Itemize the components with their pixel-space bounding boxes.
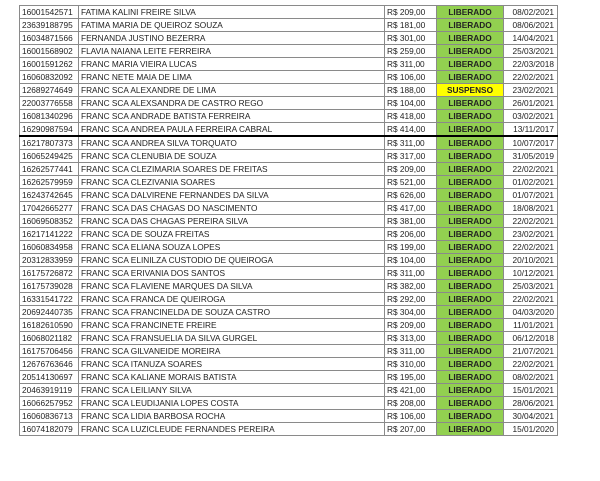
status-cell: LIBERADO xyxy=(437,371,504,384)
date-cell: 01/07/2021 xyxy=(504,189,558,202)
status-cell: LIBERADO xyxy=(437,280,504,293)
table-row xyxy=(20,71,558,84)
table-row xyxy=(20,319,558,332)
value-cell: R$ 106,00 xyxy=(385,410,437,423)
id-cell: 16068021182 xyxy=(20,332,79,345)
name-cell: FRANC SCA ELIANA SOUZA LOPES xyxy=(79,241,385,254)
value-cell: R$ 626,00 xyxy=(385,189,437,202)
value-cell: R$ 206,00 xyxy=(385,228,437,241)
table-row xyxy=(20,293,558,306)
table-row xyxy=(20,267,558,280)
table-row xyxy=(20,371,558,384)
id-cell: 16001591262 xyxy=(20,58,79,71)
table-row xyxy=(20,423,558,436)
table-row xyxy=(20,58,558,71)
value-cell: R$ 313,00 xyxy=(385,332,437,345)
id-cell: 16034871566 xyxy=(20,32,79,45)
table-row xyxy=(20,123,558,137)
value-cell: R$ 106,00 xyxy=(385,71,437,84)
date-cell: 31/05/2019 xyxy=(504,150,558,163)
id-cell: 16074182079 xyxy=(20,423,79,436)
name-cell: FRANC SCA LIDIA BARBOSA ROCHA xyxy=(79,410,385,423)
status-cell: LIBERADO xyxy=(437,319,504,332)
value-cell: R$ 311,00 xyxy=(385,267,437,280)
status-cell: LIBERADO xyxy=(437,254,504,267)
date-cell: 10/12/2021 xyxy=(504,267,558,280)
value-cell: R$ 188,00 xyxy=(385,84,437,97)
name-cell: FRANC SCA LUZICLEUDE FERNANDES PEREIRA xyxy=(79,423,385,436)
status-cell: LIBERADO xyxy=(437,97,504,110)
value-cell: R$ 418,00 xyxy=(385,110,437,123)
table-row xyxy=(20,32,558,45)
name-cell: FRANC SCA FRANCINELDA DE SOUZA CASTRO xyxy=(79,306,385,319)
table-row xyxy=(20,6,558,19)
status-cell: LIBERADO xyxy=(437,45,504,58)
name-cell: FERNANDA JUSTINO BEZERRA xyxy=(79,32,385,45)
value-cell: R$ 417,00 xyxy=(385,202,437,215)
id-cell: 16065249425 xyxy=(20,150,79,163)
id-cell: 16331541722 xyxy=(20,293,79,306)
status-cell: LIBERADO xyxy=(437,58,504,71)
date-cell: 22/02/2021 xyxy=(504,358,558,371)
value-cell: R$ 414,00 xyxy=(385,123,437,137)
name-cell: FRANC SCA DAS CHAGAS DO NASCIMENTO xyxy=(79,202,385,215)
name-cell: FRANC SCA CLENUBIA DE SOUZA xyxy=(79,150,385,163)
date-cell: 25/03/2021 xyxy=(504,45,558,58)
date-cell: 23/02/2021 xyxy=(504,84,558,97)
date-cell: 08/06/2021 xyxy=(504,19,558,32)
date-cell: 14/04/2021 xyxy=(504,32,558,45)
value-cell: R$ 199,00 xyxy=(385,241,437,254)
table-row xyxy=(20,241,558,254)
name-cell: FRANC SCA ERIVANIA DOS SANTOS xyxy=(79,267,385,280)
date-cell: 30/04/2021 xyxy=(504,410,558,423)
id-cell: 16066257952 xyxy=(20,397,79,410)
date-cell: 15/01/2021 xyxy=(504,384,558,397)
status-cell: LIBERADO xyxy=(437,215,504,228)
name-cell: FRANC SCA ITANUZA SOARES xyxy=(79,358,385,371)
table-row xyxy=(20,150,558,163)
id-cell: 16217807373 xyxy=(20,136,79,150)
status-cell: LIBERADO xyxy=(437,241,504,254)
id-cell: 20312833959 xyxy=(20,254,79,267)
name-cell: FRANC SCA ELINILZA CUSTODIO DE QUEIROGA xyxy=(79,254,385,267)
status-cell: LIBERADO xyxy=(437,19,504,32)
status-cell: LIBERADO xyxy=(437,384,504,397)
status-cell: LIBERADO xyxy=(437,163,504,176)
name-cell: FRANC SCA FRANSUELIA DA SILVA GURGEL xyxy=(79,332,385,345)
id-cell: 16069508352 xyxy=(20,215,79,228)
date-cell: 01/02/2021 xyxy=(504,176,558,189)
table-row xyxy=(20,97,558,110)
table-row xyxy=(20,202,558,215)
id-cell: 16060836713 xyxy=(20,410,79,423)
table-row xyxy=(20,410,558,423)
table-row xyxy=(20,345,558,358)
name-cell: FRANC SCA FRANCA DE QUEIROGA xyxy=(79,293,385,306)
value-cell: R$ 207,00 xyxy=(385,423,437,436)
table-row xyxy=(20,306,558,319)
table-row xyxy=(20,163,558,176)
id-cell: 20514130697 xyxy=(20,371,79,384)
id-cell: 16175739028 xyxy=(20,280,79,293)
value-cell: R$ 310,00 xyxy=(385,358,437,371)
value-cell: R$ 301,00 xyxy=(385,32,437,45)
name-cell: FRANC SCA FLAVIENE MARQUES DA SILVA xyxy=(79,280,385,293)
id-cell: 16262577441 xyxy=(20,163,79,176)
date-cell: 04/03/2020 xyxy=(504,306,558,319)
value-cell: R$ 311,00 xyxy=(385,345,437,358)
table-row xyxy=(20,384,558,397)
date-cell: 23/02/2021 xyxy=(504,228,558,241)
name-cell: FRANC SCA KALIANE MORAIS BATISTA xyxy=(79,371,385,384)
id-cell: 12689274649 xyxy=(20,84,79,97)
table-row xyxy=(20,228,558,241)
name-cell: FRANC SCA LEUDIJANIA LOPES COSTA xyxy=(79,397,385,410)
table-row xyxy=(20,110,558,123)
value-cell: R$ 209,00 xyxy=(385,163,437,176)
status-cell: LIBERADO xyxy=(437,110,504,123)
table-row xyxy=(20,19,558,32)
id-cell: 20463919119 xyxy=(20,384,79,397)
date-cell: 15/01/2020 xyxy=(504,423,558,436)
beneficiary-table xyxy=(19,5,558,436)
date-cell: 08/02/2021 xyxy=(504,371,558,384)
value-cell: R$ 421,00 xyxy=(385,384,437,397)
status-cell: LIBERADO xyxy=(437,136,504,150)
name-cell: FRANC SCA ANDREA PAULA FERREIRA CABRAL xyxy=(79,123,385,137)
status-cell: LIBERADO xyxy=(437,293,504,306)
name-cell: FRANC NETE MAIA DE LIMA xyxy=(79,71,385,84)
date-cell: 11/01/2021 xyxy=(504,319,558,332)
value-cell: R$ 317,00 xyxy=(385,150,437,163)
date-cell: 26/01/2021 xyxy=(504,97,558,110)
table-row xyxy=(20,332,558,345)
table-row xyxy=(20,358,558,371)
id-cell: 16175726872 xyxy=(20,267,79,280)
name-cell: FLAVIA NAIANA LEITE FERREIRA xyxy=(79,45,385,58)
value-cell: R$ 209,00 xyxy=(385,319,437,332)
value-cell: R$ 104,00 xyxy=(385,97,437,110)
id-cell: 16290987594 xyxy=(20,123,79,137)
status-cell: LIBERADO xyxy=(437,189,504,202)
value-cell: R$ 521,00 xyxy=(385,176,437,189)
name-cell: FRANC SCA DALVIRENE FERNANDES DA SILVA xyxy=(79,189,385,202)
date-cell: 22/03/2018 xyxy=(504,58,558,71)
status-cell: LIBERADO xyxy=(437,176,504,189)
status-cell: LIBERADO xyxy=(437,71,504,84)
table-body xyxy=(20,6,558,436)
table-row xyxy=(20,280,558,293)
name-cell: FRANC SCA CLEZIVANIA SOARES xyxy=(79,176,385,189)
status-cell: LIBERADO xyxy=(437,345,504,358)
name-cell: FRANC SCA DE SOUZA FREITAS xyxy=(79,228,385,241)
name-cell: FRANC MARIA VIEIRA LUCAS xyxy=(79,58,385,71)
id-cell: 16060832092 xyxy=(20,71,79,84)
date-cell: 22/02/2021 xyxy=(504,71,558,84)
status-cell: LIBERADO xyxy=(437,306,504,319)
status-cell: LIBERADO xyxy=(437,32,504,45)
id-cell: 16182610590 xyxy=(20,319,79,332)
table-row xyxy=(20,136,558,150)
name-cell: FRANC SCA ANDRADE BATISTA FERREIRA xyxy=(79,110,385,123)
status-cell: LIBERADO xyxy=(437,228,504,241)
table-row xyxy=(20,45,558,58)
table-row xyxy=(20,254,558,267)
table-row xyxy=(20,189,558,202)
id-cell: 23639188795 xyxy=(20,19,79,32)
value-cell: R$ 381,00 xyxy=(385,215,437,228)
id-cell: 22003776558 xyxy=(20,97,79,110)
value-cell: R$ 181,00 xyxy=(385,19,437,32)
name-cell: FATIMA MARIA DE QUEIROZ SOUZA xyxy=(79,19,385,32)
id-cell: 20692440735 xyxy=(20,306,79,319)
id-cell: 16175706456 xyxy=(20,345,79,358)
status-cell: LIBERADO xyxy=(437,410,504,423)
date-cell: 22/02/2021 xyxy=(504,241,558,254)
status-cell: LIBERADO xyxy=(437,6,504,19)
value-cell: R$ 304,00 xyxy=(385,306,437,319)
date-cell: 20/10/2021 xyxy=(504,254,558,267)
date-cell: 08/02/2021 xyxy=(504,6,558,19)
status-cell: LIBERADO xyxy=(437,332,504,345)
value-cell: R$ 195,00 xyxy=(385,371,437,384)
id-cell: 17042665277 xyxy=(20,202,79,215)
status-cell: LIBERADO xyxy=(437,267,504,280)
name-cell: FRANC SCA ALEXANDRE DE LIMA xyxy=(79,84,385,97)
name-cell: FRANC SCA FRANCINETE FREIRE xyxy=(79,319,385,332)
date-cell: 22/02/2021 xyxy=(504,163,558,176)
date-cell: 10/07/2017 xyxy=(504,136,558,150)
date-cell: 22/02/2021 xyxy=(504,215,558,228)
date-cell: 25/03/2021 xyxy=(504,280,558,293)
date-cell: 28/06/2021 xyxy=(504,397,558,410)
date-cell: 22/02/2021 xyxy=(504,293,558,306)
name-cell: FRANC SCA GILVANEIDE MOREIRA xyxy=(79,345,385,358)
status-cell: LIBERADO xyxy=(437,123,504,137)
id-cell: 16001568902 xyxy=(20,45,79,58)
date-cell: 06/12/2018 xyxy=(504,332,558,345)
value-cell: R$ 311,00 xyxy=(385,136,437,150)
id-cell: 16243742645 xyxy=(20,189,79,202)
table-row xyxy=(20,397,558,410)
table-row xyxy=(20,176,558,189)
date-cell: 18/08/2021 xyxy=(504,202,558,215)
name-cell: FRANC SCA CLEZIMARIA SOARES DE FREITAS xyxy=(79,163,385,176)
name-cell: FRANC SCA DAS CHAGAS PEREIRA SILVA xyxy=(79,215,385,228)
value-cell: R$ 209,00 xyxy=(385,6,437,19)
status-cell: LIBERADO xyxy=(437,397,504,410)
value-cell: R$ 208,00 xyxy=(385,397,437,410)
name-cell: FRANC SCA ALEXSANDRA DE CASTRO REGO xyxy=(79,97,385,110)
name-cell: FRANC SCA ANDREA SILVA TORQUATO xyxy=(79,136,385,150)
value-cell: R$ 104,00 xyxy=(385,254,437,267)
id-cell: 16060834958 xyxy=(20,241,79,254)
date-cell: 03/02/2021 xyxy=(504,110,558,123)
value-cell: R$ 292,00 xyxy=(385,293,437,306)
date-cell: 21/07/2021 xyxy=(504,345,558,358)
status-cell: LIBERADO xyxy=(437,423,504,436)
id-cell: 12676763646 xyxy=(20,358,79,371)
value-cell: R$ 311,00 xyxy=(385,58,437,71)
name-cell: FATIMA KALINI FREIRE SILVA xyxy=(79,6,385,19)
date-cell: 13/11/2017 xyxy=(504,123,558,137)
value-cell: R$ 259,00 xyxy=(385,45,437,58)
status-cell: LIBERADO xyxy=(437,358,504,371)
status-cell: SUSPENSO xyxy=(437,84,504,97)
status-cell: LIBERADO xyxy=(437,150,504,163)
table-row xyxy=(20,215,558,228)
value-cell: R$ 382,00 xyxy=(385,280,437,293)
id-cell: 16217141222 xyxy=(20,228,79,241)
status-cell: LIBERADO xyxy=(437,202,504,215)
id-cell: 16262579959 xyxy=(20,176,79,189)
id-cell: 16001542571 xyxy=(20,6,79,19)
id-cell: 16081340296 xyxy=(20,110,79,123)
table-row xyxy=(20,84,558,97)
name-cell: FRANC SCA LEILIANY SILVA xyxy=(79,384,385,397)
